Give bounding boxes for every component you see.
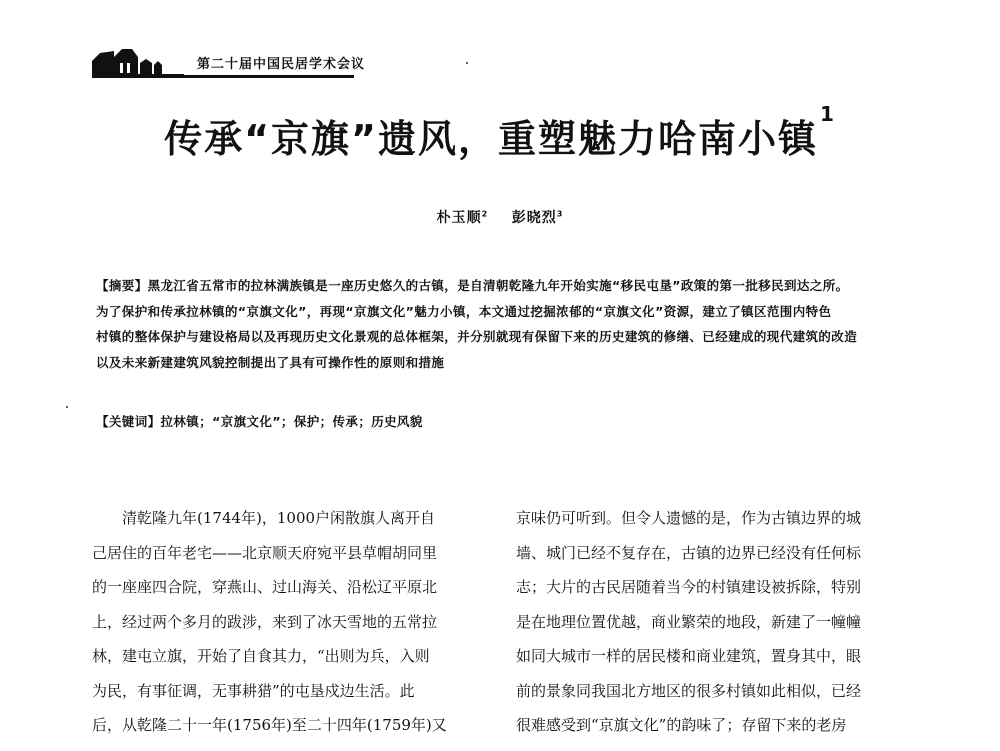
- body-line: 为民，有事征调，无事耕猎”的屯垦戍边生活。此: [92, 681, 415, 700]
- abstract: [96, 273, 908, 375]
- body-line: 京味仍可听到。但令人遗憾的是，作为古镇边界的城: [516, 509, 862, 527]
- body-line: 己居住的百年老宅——北京顺天府宛平县草帽胡同里: [92, 543, 438, 562]
- conference-name: 第二十届中国民居学术会议: [197, 57, 366, 72]
- author-mark: 2: [481, 209, 489, 219]
- body-line: 清乾隆九年(1744年)，1000户闲散旗人离开自: [92, 509, 436, 527]
- title-footnote-mark: 1: [820, 102, 836, 126]
- abstract-line: 以及未来新建建筑风貌控制提出了具有可操作性的原则和措施: [96, 354, 445, 370]
- body-line: 志；大片的古民居随着当今的村镇建设被拆除，特别: [516, 578, 862, 596]
- author-mark: 3: [556, 209, 564, 219]
- scan-speck: [66, 406, 68, 408]
- paper-title: [0, 102, 1000, 163]
- body-line: 的一座座四合院，穿燕山、过山海关、沿松辽平原北: [92, 578, 438, 596]
- body-column-right: [516, 501, 906, 743]
- conference-logo-icon: [92, 47, 184, 77]
- body-line: 如同大城市一样的居民楼和商业建筑，置身其中，眼: [516, 647, 862, 665]
- abstract-line: 【摘要】黑龙江省五常市的拉林满族镇是一座历史悠久的古镇，是自清朝乾隆九年开始实施“移民屯垦”政策的第一批移民到达之所。: [96, 278, 849, 293]
- author-name: 朴玉顺: [436, 210, 482, 226]
- body-line: 前的景象同我国北方地区的很多村镇如此相似，已经: [516, 681, 862, 700]
- author-name: 彭晓烈: [511, 210, 557, 226]
- header-rule: [92, 75, 354, 78]
- body-column-left: [92, 501, 482, 743]
- abstract-line: 村镇的整体保护与建设格局以及再现历史文化景观的总体框架，并分别就现有保留下来的历史建筑的修缮、已经建成的现代建筑的改造: [96, 329, 858, 344]
- keywords: 【关键词】拉林镇；“京旗文化”；保护；传承；历史风貌: [96, 414, 423, 429]
- body-line: 很难感受到“京旗文化”的韵味了；存留下来的老房: [516, 716, 847, 734]
- body-line: 上，经过两个多月的跋涉，来到了冰天雪地的五常拉: [92, 612, 438, 631]
- title-text: 传承“京旗”遗风，重塑魅力哈南小镇: [164, 117, 819, 161]
- body-line: 是在地理位置优越，商业繁荣的地段，新建了一幢幢: [516, 612, 862, 631]
- author-list: [0, 207, 1000, 227]
- body-line: 墙、城门已经不复存在，古镇的边界已经没有任何标: [516, 543, 862, 562]
- body-line: 后，从乾隆二十一年(1756年)至二十四年(1759年)又: [92, 716, 447, 734]
- body-line: 林，建屯立旗，开始了自食其力，“出则为兵，入则: [92, 647, 430, 665]
- scan-speck: [466, 62, 468, 64]
- abstract-line: 为了保护和传承拉林镇的“京旗文化”，再现“京旗文化”魅力小镇，本文通过挖掘浓郁的“京旗文化”资源，建立了镇区范围内特色: [96, 303, 832, 319]
